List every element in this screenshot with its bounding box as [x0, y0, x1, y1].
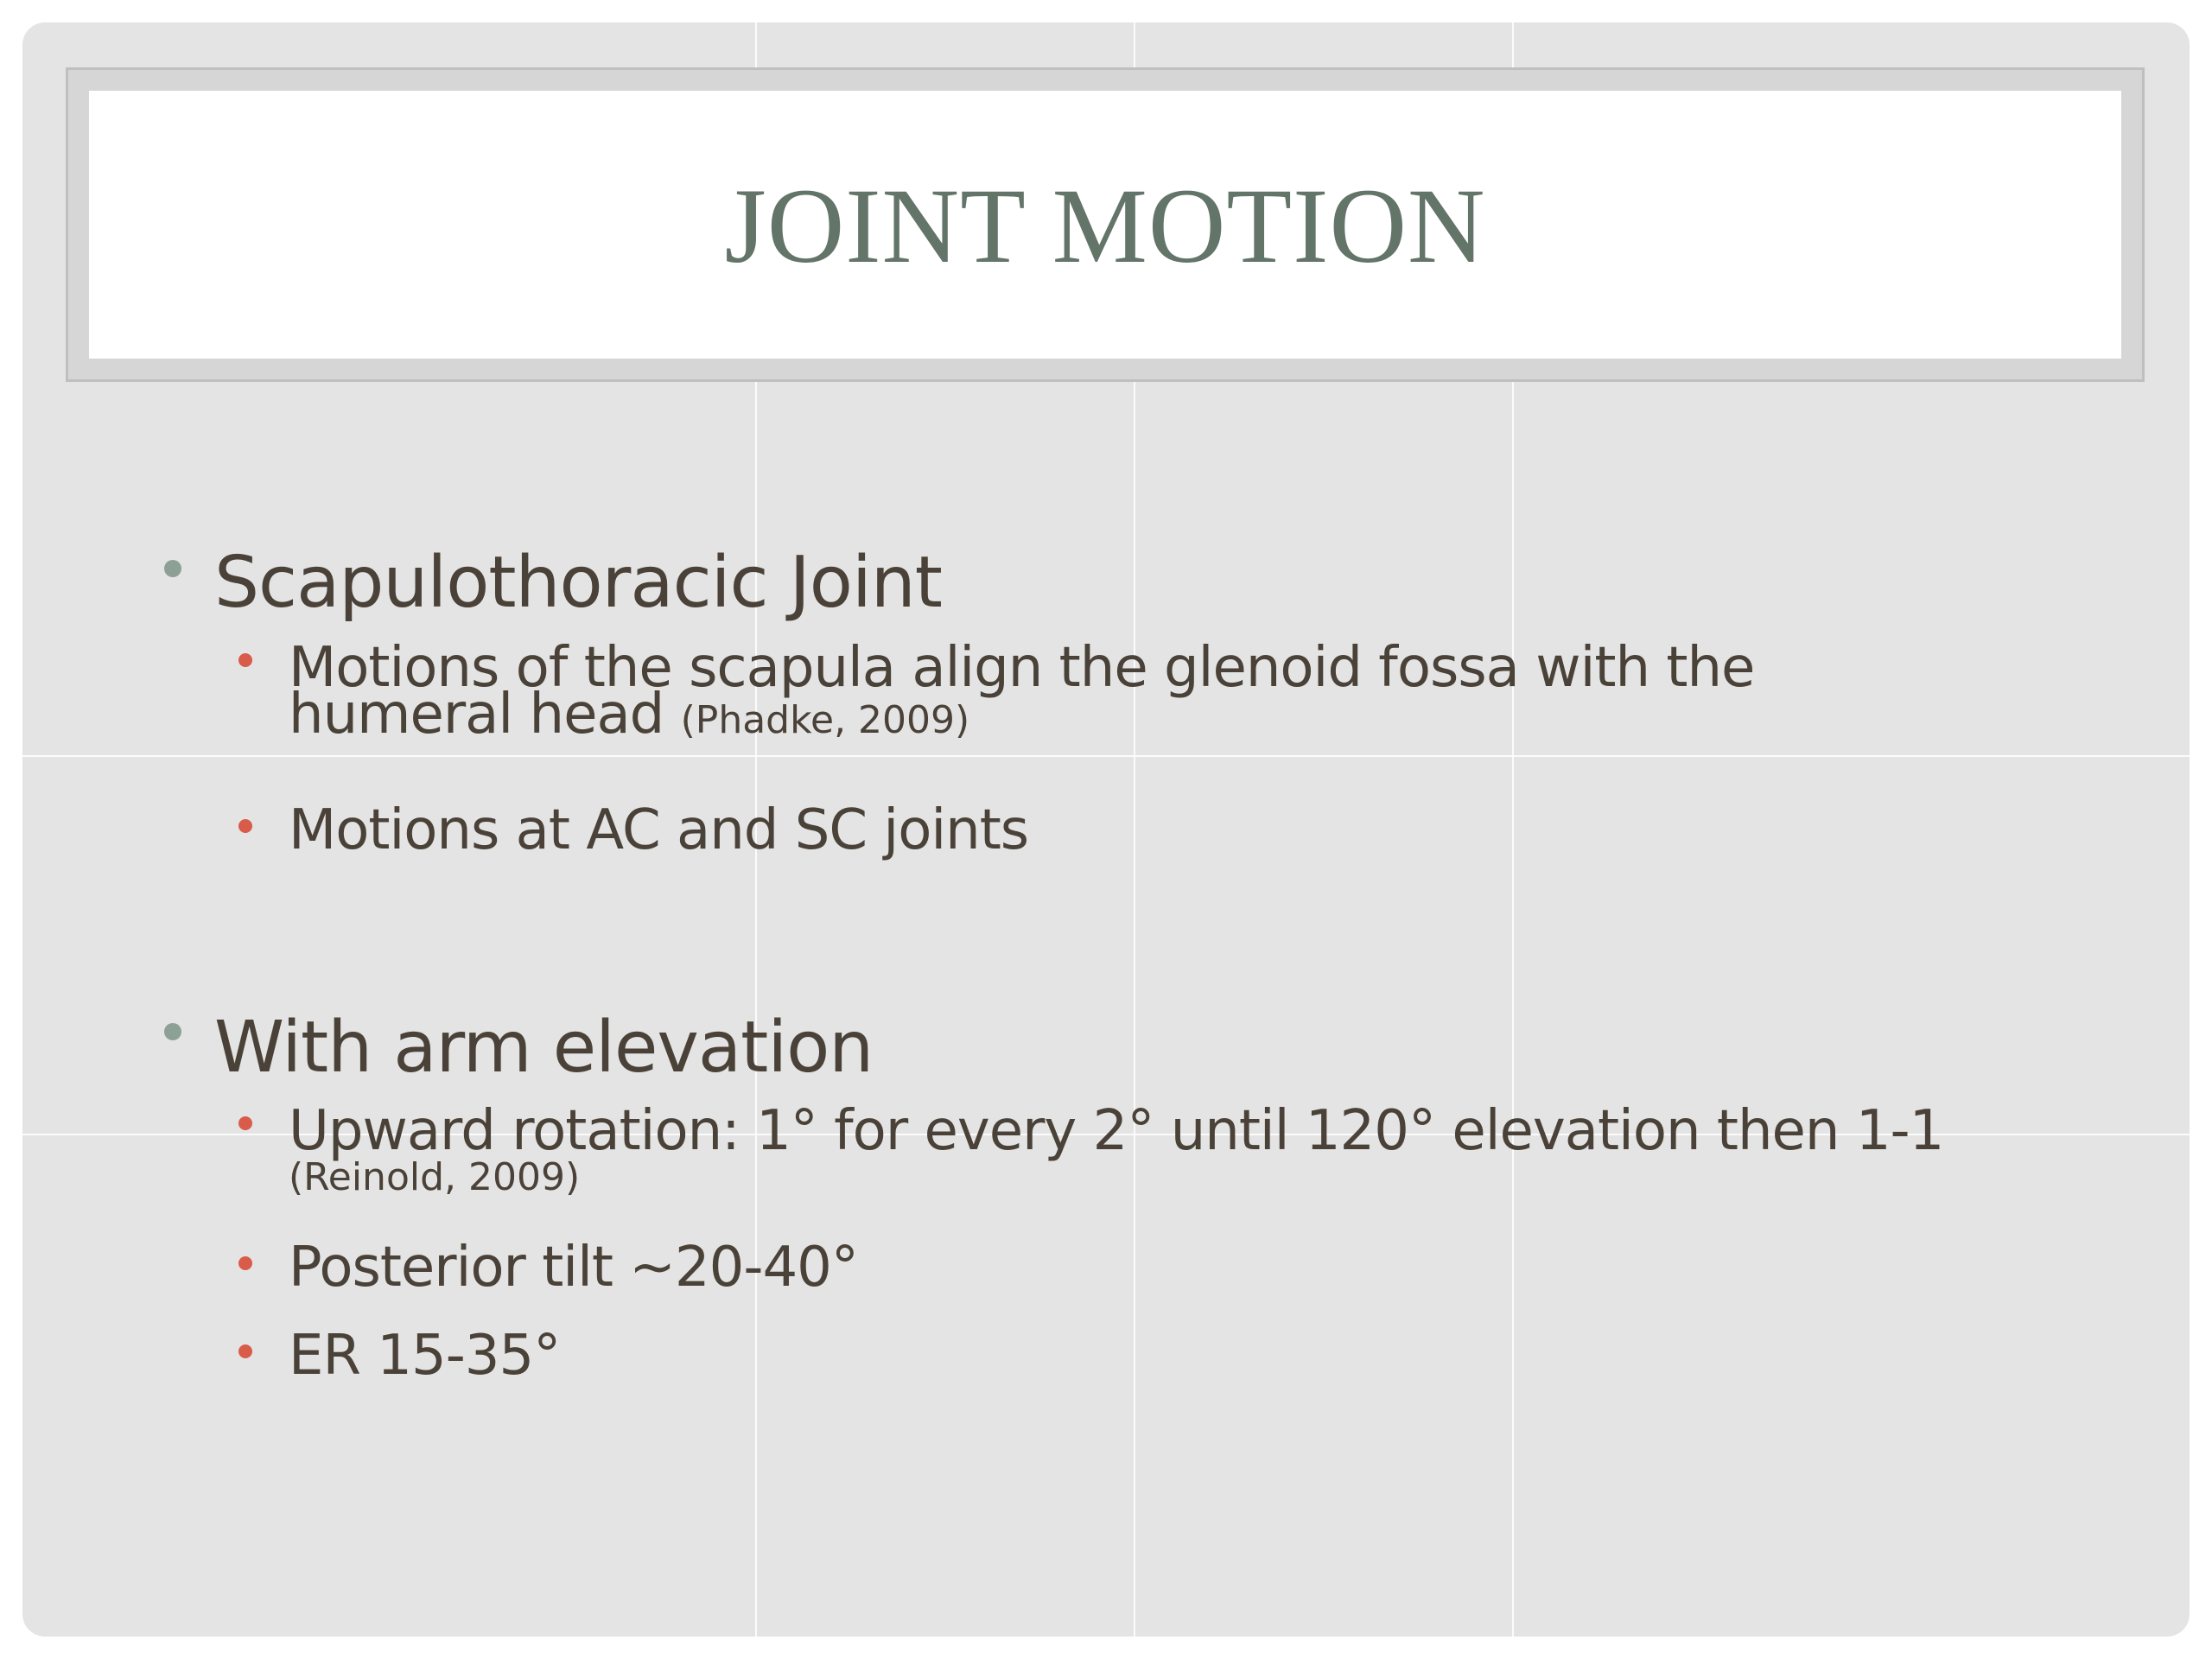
bullet-line: Upward rotation: 1° for every 2° until 120° elevation then 1-1	[289, 1099, 1944, 1163]
bullet-text: Motions at AC and SC joints	[289, 798, 1029, 862]
section-heading: Scapulothoracic Joint	[214, 542, 942, 624]
bullet-dot	[164, 1023, 181, 1040]
slide-title: JOINT MOTION	[724, 167, 1486, 285]
bullet-line: Motions of the scapula align the glenoid fossa with the	[289, 636, 1755, 700]
bullet-dot	[238, 653, 252, 667]
bullet-dot	[238, 1256, 252, 1270]
bullet-text	[289, 636, 2190, 747]
section-heading: With arm elevation	[214, 1007, 874, 1089]
slide	[22, 22, 2190, 1637]
bullet-dot	[238, 819, 252, 833]
citation: (Phadke, 2009)	[680, 698, 970, 742]
slide-content	[22, 22, 2190, 1637]
bullet-text: ER 15-35°	[289, 1324, 561, 1388]
bullet-dot	[164, 560, 181, 577]
bullet-dot	[238, 1344, 252, 1358]
bullet-line-text: humeral head	[289, 683, 681, 747]
bullet-dot	[238, 1116, 252, 1130]
bullet-text: Posterior tilt ~20-40°	[289, 1236, 858, 1300]
bullet-text	[289, 1099, 2190, 1201]
citation: (Reinold, 2009)	[289, 1155, 581, 1199]
